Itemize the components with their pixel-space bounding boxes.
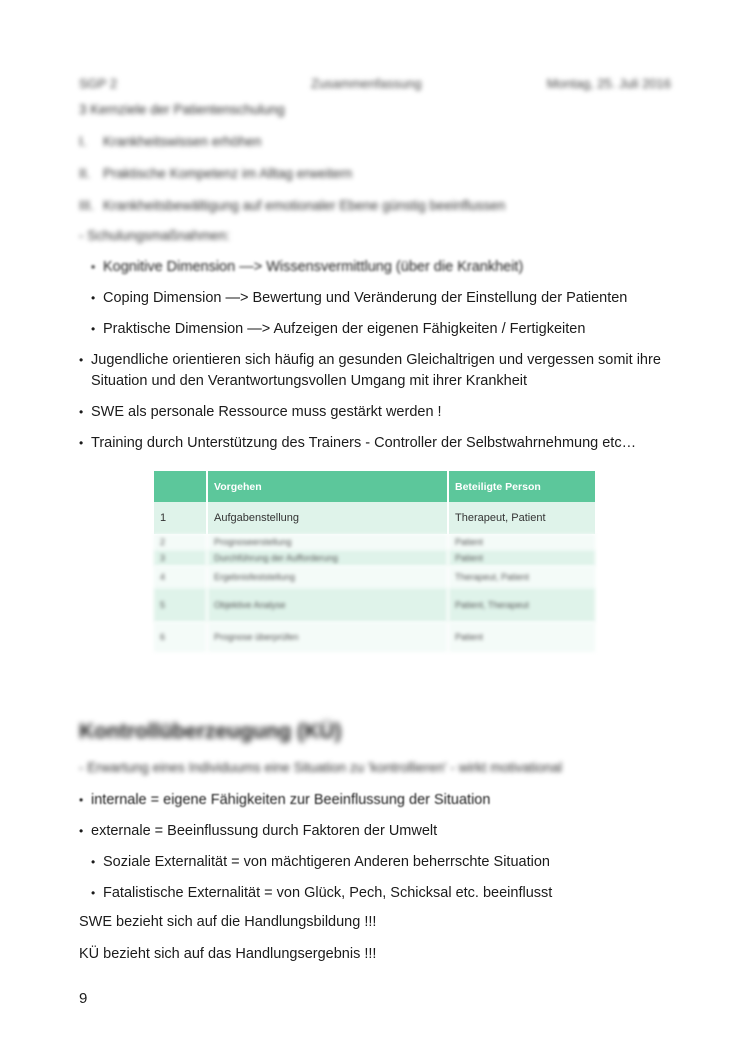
bullet-icon: •: [79, 353, 84, 367]
bullet-icon: •: [79, 405, 84, 419]
table-row: 4 Ergebnisfeststellung Therapeut, Patient: [154, 566, 595, 588]
table-row: 5 Objektive Analyse Patient, Therapeut: [154, 588, 595, 622]
section-title: Kontrollüberzeugung (KÜ): [79, 720, 342, 743]
table-header-cell: Beteiligte Person: [448, 471, 595, 502]
procedure-table: [154, 471, 595, 652]
bullet-icon: •: [79, 436, 84, 450]
dimension-item: • Kognitive Dimension —> Wissensvermittlung (über die Krankheit): [103, 257, 523, 278]
bullet-icon: •: [79, 824, 84, 838]
section-intro: - Erwartung eines Individuums eine Situation zu 'kontrollieren' - wirkt motivational: [79, 760, 563, 775]
bullet-icon: •: [91, 291, 96, 305]
ku-bullet: • internale = eigene Fähigkeiten zur Beeinflussung der Situation: [91, 790, 490, 811]
dimension-item: • Coping Dimension —> Bewertung und Veränderung der Einstellung der Patienten: [103, 288, 627, 309]
bullet-icon: •: [79, 793, 84, 807]
note-bullet: • Jugendliche orientieren sich häufig an gesunden Gleichaltrigen und vergessen somit ihre Situation und den Verantwortungsvollen Umgang mit ihrer Krankheit: [79, 352, 661, 389]
dimension-item: • Praktische Dimension —> Aufzeigen der eigenen Fähigkeiten / Fertigkeiten: [103, 319, 585, 340]
page-number: 9: [79, 990, 88, 1007]
header-date: Montag, 25. Juli 2016: [546, 76, 671, 91]
page-header: [79, 76, 671, 96]
table-header-cell: [154, 471, 207, 502]
measures-title: - Schulungsmaßnahmen:: [79, 228, 230, 243]
table-row: 3 Durchführung der Aufforderung Patient: [154, 550, 595, 566]
table-row: 2 Prognoseerstellung Patient: [154, 534, 595, 550]
table-row: 1 Aufgabenstellung Therapeut, Patient: [154, 502, 595, 534]
table-row: 6 Prognose überprüfen Patient: [154, 622, 595, 652]
note-bullet: • Training durch Unterstützung des Trainers - Controller der Selbstwahrnehmung etc…: [91, 433, 636, 454]
ku-sub-bullet: • Fatalistische Externalität = von Glück, Pech, Schicksal etc. beeinflusst: [103, 883, 552, 904]
bullet-icon: •: [91, 855, 96, 869]
note-line: SWE bezieht sich auf die Handlungsbildung !!!: [79, 914, 377, 930]
bullet-icon: •: [91, 260, 96, 274]
table-header-cell: Vorgehen: [207, 471, 448, 502]
bullet-icon: •: [91, 886, 96, 900]
note-bullet: • SWE als personale Ressource muss gestärkt werden !: [91, 402, 442, 423]
intro-title: 3 Kernziele der Patientenschulung: [79, 102, 285, 117]
ku-sub-bullet: • Soziale Externalität = von mächtigeren Anderen beherrschte Situation: [103, 852, 550, 873]
note-line: KÜ bezieht sich auf das Handlungsergebnis !!!: [79, 946, 377, 962]
goal-item: III. Krankheitsbewältigung auf emotionaler Ebene günstig beeinflussen: [79, 198, 506, 213]
ku-bullet: • externale = Beeinflussung durch Faktoren der Umwelt: [91, 821, 437, 842]
goal-item: II. Praktische Kompetenz im Alltag erweitern: [79, 166, 353, 181]
header-title: Zusammenfassung: [311, 76, 422, 91]
header-course: SGP 2: [79, 76, 118, 91]
bullet-icon: •: [91, 322, 96, 336]
table-header-row: [154, 471, 595, 502]
goal-item: I. Krankheitswissen erhöhen: [79, 134, 262, 149]
